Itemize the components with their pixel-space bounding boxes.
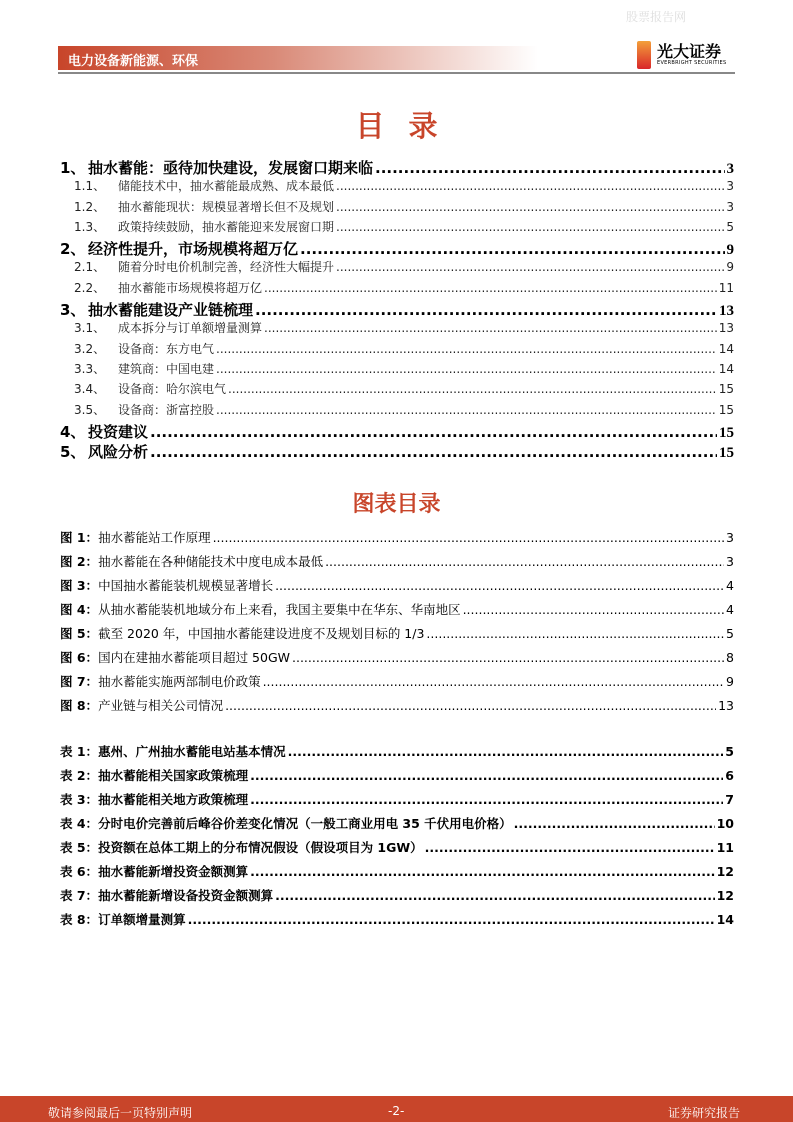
- dot-leader: [375, 159, 724, 177]
- footer-disclaimer: 敬请参阅最后一页特别声明: [48, 1106, 193, 1120]
- entry-page: 11: [718, 280, 734, 295]
- dot-leader: [336, 200, 724, 214]
- entry-label: [60, 157, 373, 177]
- entry-number: 表 1：: [60, 744, 99, 759]
- toc-entry[interactable]: [60, 340, 734, 360]
- figures-entry[interactable]: [60, 552, 734, 576]
- entry-text: 投资建议: [88, 422, 149, 441]
- entry-number: 3.2、: [74, 341, 106, 356]
- figures-entry[interactable]: [60, 624, 734, 648]
- entry-label: [60, 886, 273, 904]
- entry-page: 15: [719, 424, 734, 441]
- entry-number: 图 1：: [60, 530, 99, 545]
- entry-text: 抽水蓄能在各种储能技术中度电成本最低: [98, 554, 324, 569]
- entry-text: 设备商：哈尔滨电气: [118, 382, 227, 397]
- entry-page: 8: [726, 650, 734, 665]
- entry-page: 12: [716, 864, 734, 879]
- entry-label: [60, 862, 248, 880]
- entry-label: [74, 401, 214, 418]
- toc-entry[interactable]: [60, 279, 734, 299]
- entry-text: 订单额增量测算: [98, 912, 186, 927]
- entry-number: 1.1、: [74, 179, 106, 194]
- entry-page: 14: [716, 912, 734, 927]
- dot-leader: [225, 698, 716, 713]
- table-of-contents: [60, 157, 734, 461]
- dot-leader: [300, 240, 724, 258]
- logo-text: 光大证券: [657, 42, 722, 61]
- tables-entry[interactable]: [60, 814, 734, 838]
- entry-label: [60, 766, 248, 784]
- footer: [0, 1096, 793, 1122]
- section-title: 电力设备新能源、环保: [68, 54, 199, 69]
- entry-page: 13: [718, 698, 734, 713]
- dot-leader: [275, 578, 724, 593]
- entry-number: 图 7：: [60, 674, 99, 689]
- dot-leader: [336, 220, 724, 234]
- toc-entry[interactable]: [60, 421, 734, 441]
- entry-text: 风险分析: [88, 443, 149, 462]
- entry-number: 4、: [60, 422, 86, 441]
- figures-entry[interactable]: [60, 576, 734, 600]
- entry-number: 图 8：: [60, 698, 99, 713]
- logo-mark-icon: [637, 41, 651, 69]
- entry-text: 从抽水蓄能装机地域分布上来看，我国主要集中在华东、华南地区: [98, 602, 461, 617]
- entry-number: 表 5：: [60, 840, 99, 855]
- tables-entry[interactable]: [60, 862, 734, 886]
- entry-text: 经济性提升，市场规模将超万亿: [88, 240, 299, 259]
- entry-text: 抽水蓄能建设产业链梳理: [88, 301, 254, 320]
- dot-leader: [275, 888, 715, 903]
- dot-leader: [336, 260, 724, 274]
- figures-title: 图表目录: [352, 492, 441, 517]
- entry-number: 表 6：: [60, 864, 99, 879]
- entry-text: 中国抽水蓄能装机规模显著增长: [98, 578, 274, 593]
- entry-number: 1.3、: [74, 219, 106, 234]
- watermark: 股票报告网: [626, 10, 687, 24]
- entry-text: 设备商：浙富控股: [118, 402, 215, 417]
- entry-number: 图 5：: [60, 626, 99, 641]
- entry-page: 3: [726, 530, 734, 545]
- entry-label: [74, 218, 334, 235]
- entry-page: 14: [718, 361, 734, 376]
- entry-label: [60, 238, 298, 258]
- figures-entry[interactable]: [60, 696, 734, 720]
- entry-page: 4: [726, 578, 734, 593]
- dot-leader: [250, 792, 723, 807]
- entry-page: 12: [716, 888, 734, 903]
- entry-page: 11: [716, 840, 734, 855]
- entry-text: 抽水蓄能站工作原理: [98, 530, 211, 545]
- tables-entry[interactable]: [60, 790, 734, 814]
- entry-label: [60, 814, 512, 832]
- entry-number: 图 3：: [60, 578, 99, 593]
- dot-leader: [213, 530, 724, 545]
- entry-number: 图 6：: [60, 650, 99, 665]
- entry-number: 1.2、: [74, 199, 106, 214]
- entry-page: 9: [726, 674, 734, 689]
- tables-entry[interactable]: [60, 742, 734, 766]
- entry-number: 表 4：: [60, 816, 99, 831]
- dot-leader: [514, 816, 715, 831]
- entry-number: 3.4、: [74, 382, 106, 397]
- tables-entry[interactable]: [60, 766, 734, 790]
- dot-leader: [263, 674, 724, 689]
- toc-entry[interactable]: [60, 401, 734, 421]
- entry-label: [60, 838, 423, 856]
- entry-text: 抽水蓄能实施两部制电价政策: [98, 674, 261, 689]
- dot-leader: [228, 382, 717, 396]
- entry-number: 3、: [60, 301, 86, 320]
- entry-text: 国内在建抽水蓄能项目超过 50GW: [98, 650, 290, 665]
- dot-leader: [216, 342, 717, 356]
- toc-entry[interactable]: [60, 441, 734, 461]
- entry-page: 7: [725, 792, 734, 807]
- figures-entry[interactable]: [60, 672, 734, 696]
- entry-label: [74, 360, 214, 377]
- entry-page: 3: [726, 554, 734, 569]
- entry-text: 抽水蓄能相关地方政策梳理: [98, 792, 249, 807]
- entry-label: [60, 600, 461, 618]
- dot-leader: [250, 768, 723, 783]
- tables-entry[interactable]: [60, 838, 734, 862]
- entry-page: 13: [718, 321, 734, 336]
- dot-leader: [463, 602, 724, 617]
- entry-page: 4: [726, 602, 734, 617]
- entry-text: 设备商：东方电气: [118, 341, 215, 356]
- dot-leader: [150, 423, 717, 441]
- entry-text: 截至 2020 年，中国抽水蓄能建设进度不及规划目标的 1/3: [98, 626, 425, 641]
- entry-text: 成本拆分与订单额增量测算: [118, 321, 263, 336]
- entry-number: 表 7：: [60, 888, 99, 903]
- dot-leader: [425, 840, 715, 855]
- entry-number: 图 2：: [60, 554, 99, 569]
- entry-label: [74, 380, 226, 397]
- entry-number: 2.1、: [74, 260, 106, 275]
- entry-text: 抽水蓄能新增设备投资金额测算: [98, 888, 274, 903]
- entry-text: 抽水蓄能市场规模将超万亿: [118, 280, 263, 295]
- figures-entry[interactable]: [60, 528, 734, 552]
- dot-leader: [150, 443, 717, 461]
- entry-page: 3: [726, 179, 734, 194]
- dot-leader: [325, 554, 724, 569]
- entry-label: [60, 528, 211, 546]
- entry-page: 6: [725, 768, 734, 783]
- entry-number: 图 4：: [60, 602, 99, 617]
- toc-entry[interactable]: [60, 319, 734, 339]
- toc-entry[interactable]: [60, 157, 734, 177]
- entry-label: [60, 576, 273, 594]
- entry-label: [60, 552, 323, 570]
- dot-leader: [426, 626, 724, 641]
- entry-page: 3: [726, 161, 734, 177]
- entry-label: [60, 742, 286, 760]
- entry-label: [60, 672, 261, 690]
- entry-page: 15: [719, 445, 734, 462]
- entry-page: 14: [718, 341, 734, 356]
- entry-text: 抽水蓄能相关国家政策梳理: [98, 768, 249, 783]
- entry-label: [74, 177, 334, 194]
- dot-leader: [216, 403, 717, 417]
- entry-number: 2、: [60, 240, 86, 259]
- entry-label: [74, 319, 262, 336]
- entry-page: 9: [726, 242, 734, 259]
- entry-label: [60, 648, 290, 666]
- entry-text: 随着分时电价机制完善，经济性大幅提升: [118, 260, 335, 275]
- toc-entry[interactable]: [60, 380, 734, 400]
- entry-page: 9: [726, 260, 734, 275]
- dot-leader: [188, 912, 715, 927]
- entry-page: 15: [718, 382, 734, 397]
- entry-text: 分时电价完善前后峰谷价差变化情况（一般工商业用电 35 千伏用电价格）: [98, 816, 512, 831]
- entry-label: [60, 624, 424, 642]
- entry-number: 表 8：: [60, 912, 99, 927]
- entry-number: 3.1、: [74, 321, 106, 336]
- dot-leader: [255, 301, 717, 319]
- logo-subtext: EVERBRIGHT SECURITIES: [657, 60, 727, 66]
- dot-leader: [264, 321, 717, 335]
- entry-text: 抽水蓄能：亟待加快建设，发展窗口期来临: [88, 159, 374, 177]
- toc-entry[interactable]: [60, 198, 734, 218]
- entry-page: 3: [726, 199, 734, 214]
- dot-leader: [216, 362, 717, 376]
- entry-text: 投资额在总体工期上的分布情况假设（假设项目为 1GW）: [98, 840, 423, 855]
- toc-entry[interactable]: [60, 299, 734, 319]
- toc-entry[interactable]: [60, 238, 734, 258]
- toc-entry[interactable]: [60, 258, 734, 278]
- entry-text: 产业链与相关公司情况: [98, 698, 224, 713]
- header-divider: [58, 72, 735, 74]
- figures-entry[interactable]: [60, 600, 734, 624]
- entry-label: [74, 340, 214, 357]
- entry-text: 抽水蓄能现状：规模显著增长但不及规划: [118, 199, 335, 214]
- entry-label: [74, 279, 262, 296]
- entry-page: 13: [719, 303, 734, 320]
- entry-page: 15: [718, 402, 734, 417]
- entry-number: 表 2：: [60, 768, 99, 783]
- company-logo: [637, 41, 726, 69]
- dot-leader: [264, 281, 717, 295]
- entry-number: 3.3、: [74, 361, 106, 376]
- dot-leader: [336, 179, 724, 193]
- dot-leader: [288, 744, 724, 759]
- entry-text: 惠州、广州抽水蓄能电站基本情况: [98, 744, 286, 759]
- entry-label: [60, 421, 148, 441]
- entry-label: [60, 910, 186, 928]
- entry-page: 5: [726, 626, 734, 641]
- toc-entry[interactable]: [60, 177, 734, 197]
- dot-leader: [250, 864, 715, 879]
- entry-page: 10: [716, 816, 734, 831]
- entry-number: 表 3：: [60, 792, 99, 807]
- tables-entry[interactable]: [60, 910, 734, 934]
- toc-entry[interactable]: [60, 360, 734, 380]
- page-number: -2-: [388, 1104, 405, 1118]
- dot-leader: [292, 650, 724, 665]
- entry-label: [60, 790, 248, 808]
- entry-label: [74, 198, 334, 215]
- entry-number: 1、: [60, 159, 86, 177]
- entry-number: 2.2、: [74, 280, 106, 295]
- entry-number: 3.5、: [74, 402, 106, 417]
- footer-report-type: 证券研究报告: [668, 1106, 741, 1120]
- entry-label: [60, 299, 253, 319]
- figure-list: [60, 528, 734, 720]
- section-band: [58, 46, 538, 70]
- entry-page: 5: [725, 744, 734, 759]
- entry-text: 建筑商：中国电建: [118, 361, 215, 376]
- toc-entry[interactable]: [60, 218, 734, 238]
- entry-label: [60, 441, 148, 461]
- entry-text: 储能技术中，抽水蓄能最成熟、成本最低: [118, 179, 335, 194]
- entry-text: 抽水蓄能新增投资金额测算: [98, 864, 249, 879]
- figures-entry[interactable]: [60, 648, 734, 672]
- entry-page: 5: [726, 219, 734, 234]
- entry-label: [74, 258, 334, 275]
- tables-entry[interactable]: [60, 886, 734, 910]
- table-list: [60, 742, 734, 934]
- entry-label: [60, 696, 223, 714]
- page-title: 目录: [355, 109, 462, 143]
- entry-text: 政策持续鼓励，抽水蓄能迎来发展窗口期: [118, 219, 335, 234]
- entry-number: 5、: [60, 443, 86, 462]
